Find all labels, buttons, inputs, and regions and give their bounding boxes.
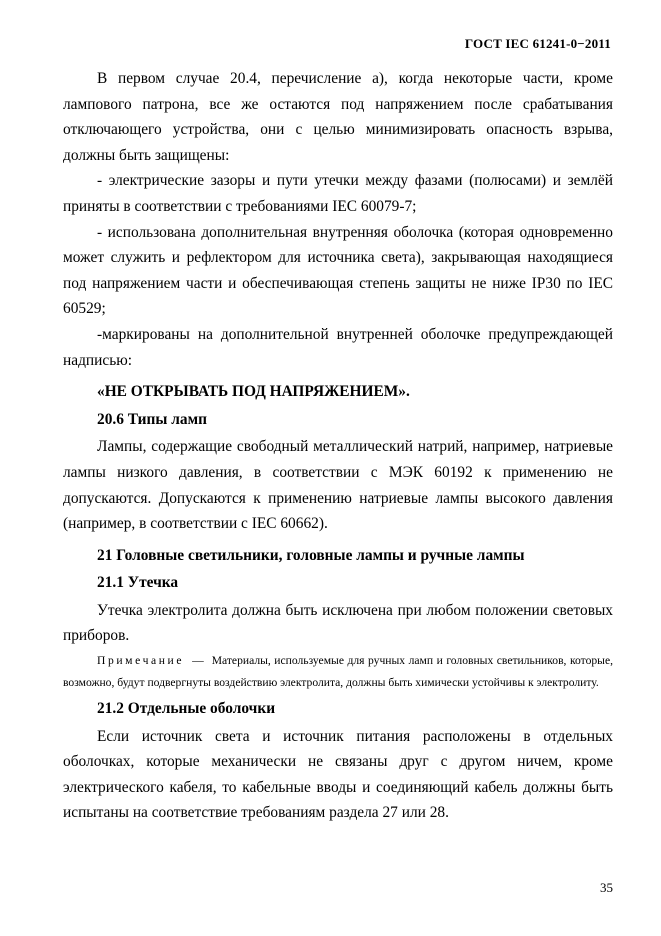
note-block (63, 650, 613, 694)
list-item-inner-enclosure: - использована дополнительная внутренняя оболочка (которая одновременно может служить и рефлектором для источника света), закрывающая находящиеся под напряжением части и обеспечивающая степень защиты не ниже IP30 по IEC 60529; (63, 223, 613, 318)
document-code-header: ГОСТ IEC 61241-0−2011 (464, 36, 611, 51)
page-number: 35 (600, 880, 613, 895)
section-heading-20-6: 20.6 Типы ламп (97, 410, 207, 428)
paragraph-21-1: Утечка электролита должна быть исключена при любом положении световых приборов. (63, 601, 613, 645)
paragraph-21-2: Если источник света и источник питания расположены в отдельных оболочках, которые механически не связаны друг с другом ничем, кроме электрического кабеля, то кабельные вводы и соединяющий кабель должны быть испытаны на соответствие требованиям раздела 27 или 28. (63, 727, 613, 822)
page-content (63, 66, 613, 826)
section-heading-21-1: 21.1 Утечка (97, 574, 179, 592)
paragraph-20-6: Лампы, содержащие свободный металлический натрий, например, натриевые лампы низкого давления, в соответствии с МЭК 60192 к применению не допускаются. Допускаются к применению натриевые лампы высокого давления (например, в соответствии с IEC 60662). (63, 438, 613, 533)
intro-paragraph: В первом случае 20.4, перечисление а), когда некоторые части, кроме лампового патрона, все же остаются под напряжением после срабатывания отключающего устройства, они с целью минимизировать опасность взрыва, должны быть защищены: (63, 70, 613, 164)
note-label: Примечание (97, 654, 185, 668)
note-text: Материалы, используемые для ручных ламп и головных светильников, которые, возможно, будут подвергнуты воздействию электролита, должны быть химически устойчивы к электролиту. (63, 654, 613, 690)
section-heading-21-2: 21.2 Отдельные оболочки (97, 700, 276, 718)
section-heading-21: 21 Головные светильники, головные лампы и ручные лампы (97, 546, 525, 564)
warning-inscription: «НЕ ОТКРЫВАТЬ ПОД НАПРЯЖЕНИЕМ». (97, 383, 410, 401)
note-dash: — (192, 654, 204, 668)
list-item-marking: -маркированы на дополнительной внутренней оболочке предупреждающей надписью: (63, 325, 613, 369)
list-item-clearances: - электрические зазоры и пути утечки между фазами (полюсами) и землёй приняты в соответствии с требованиями IEC 60079-7; (63, 172, 613, 215)
